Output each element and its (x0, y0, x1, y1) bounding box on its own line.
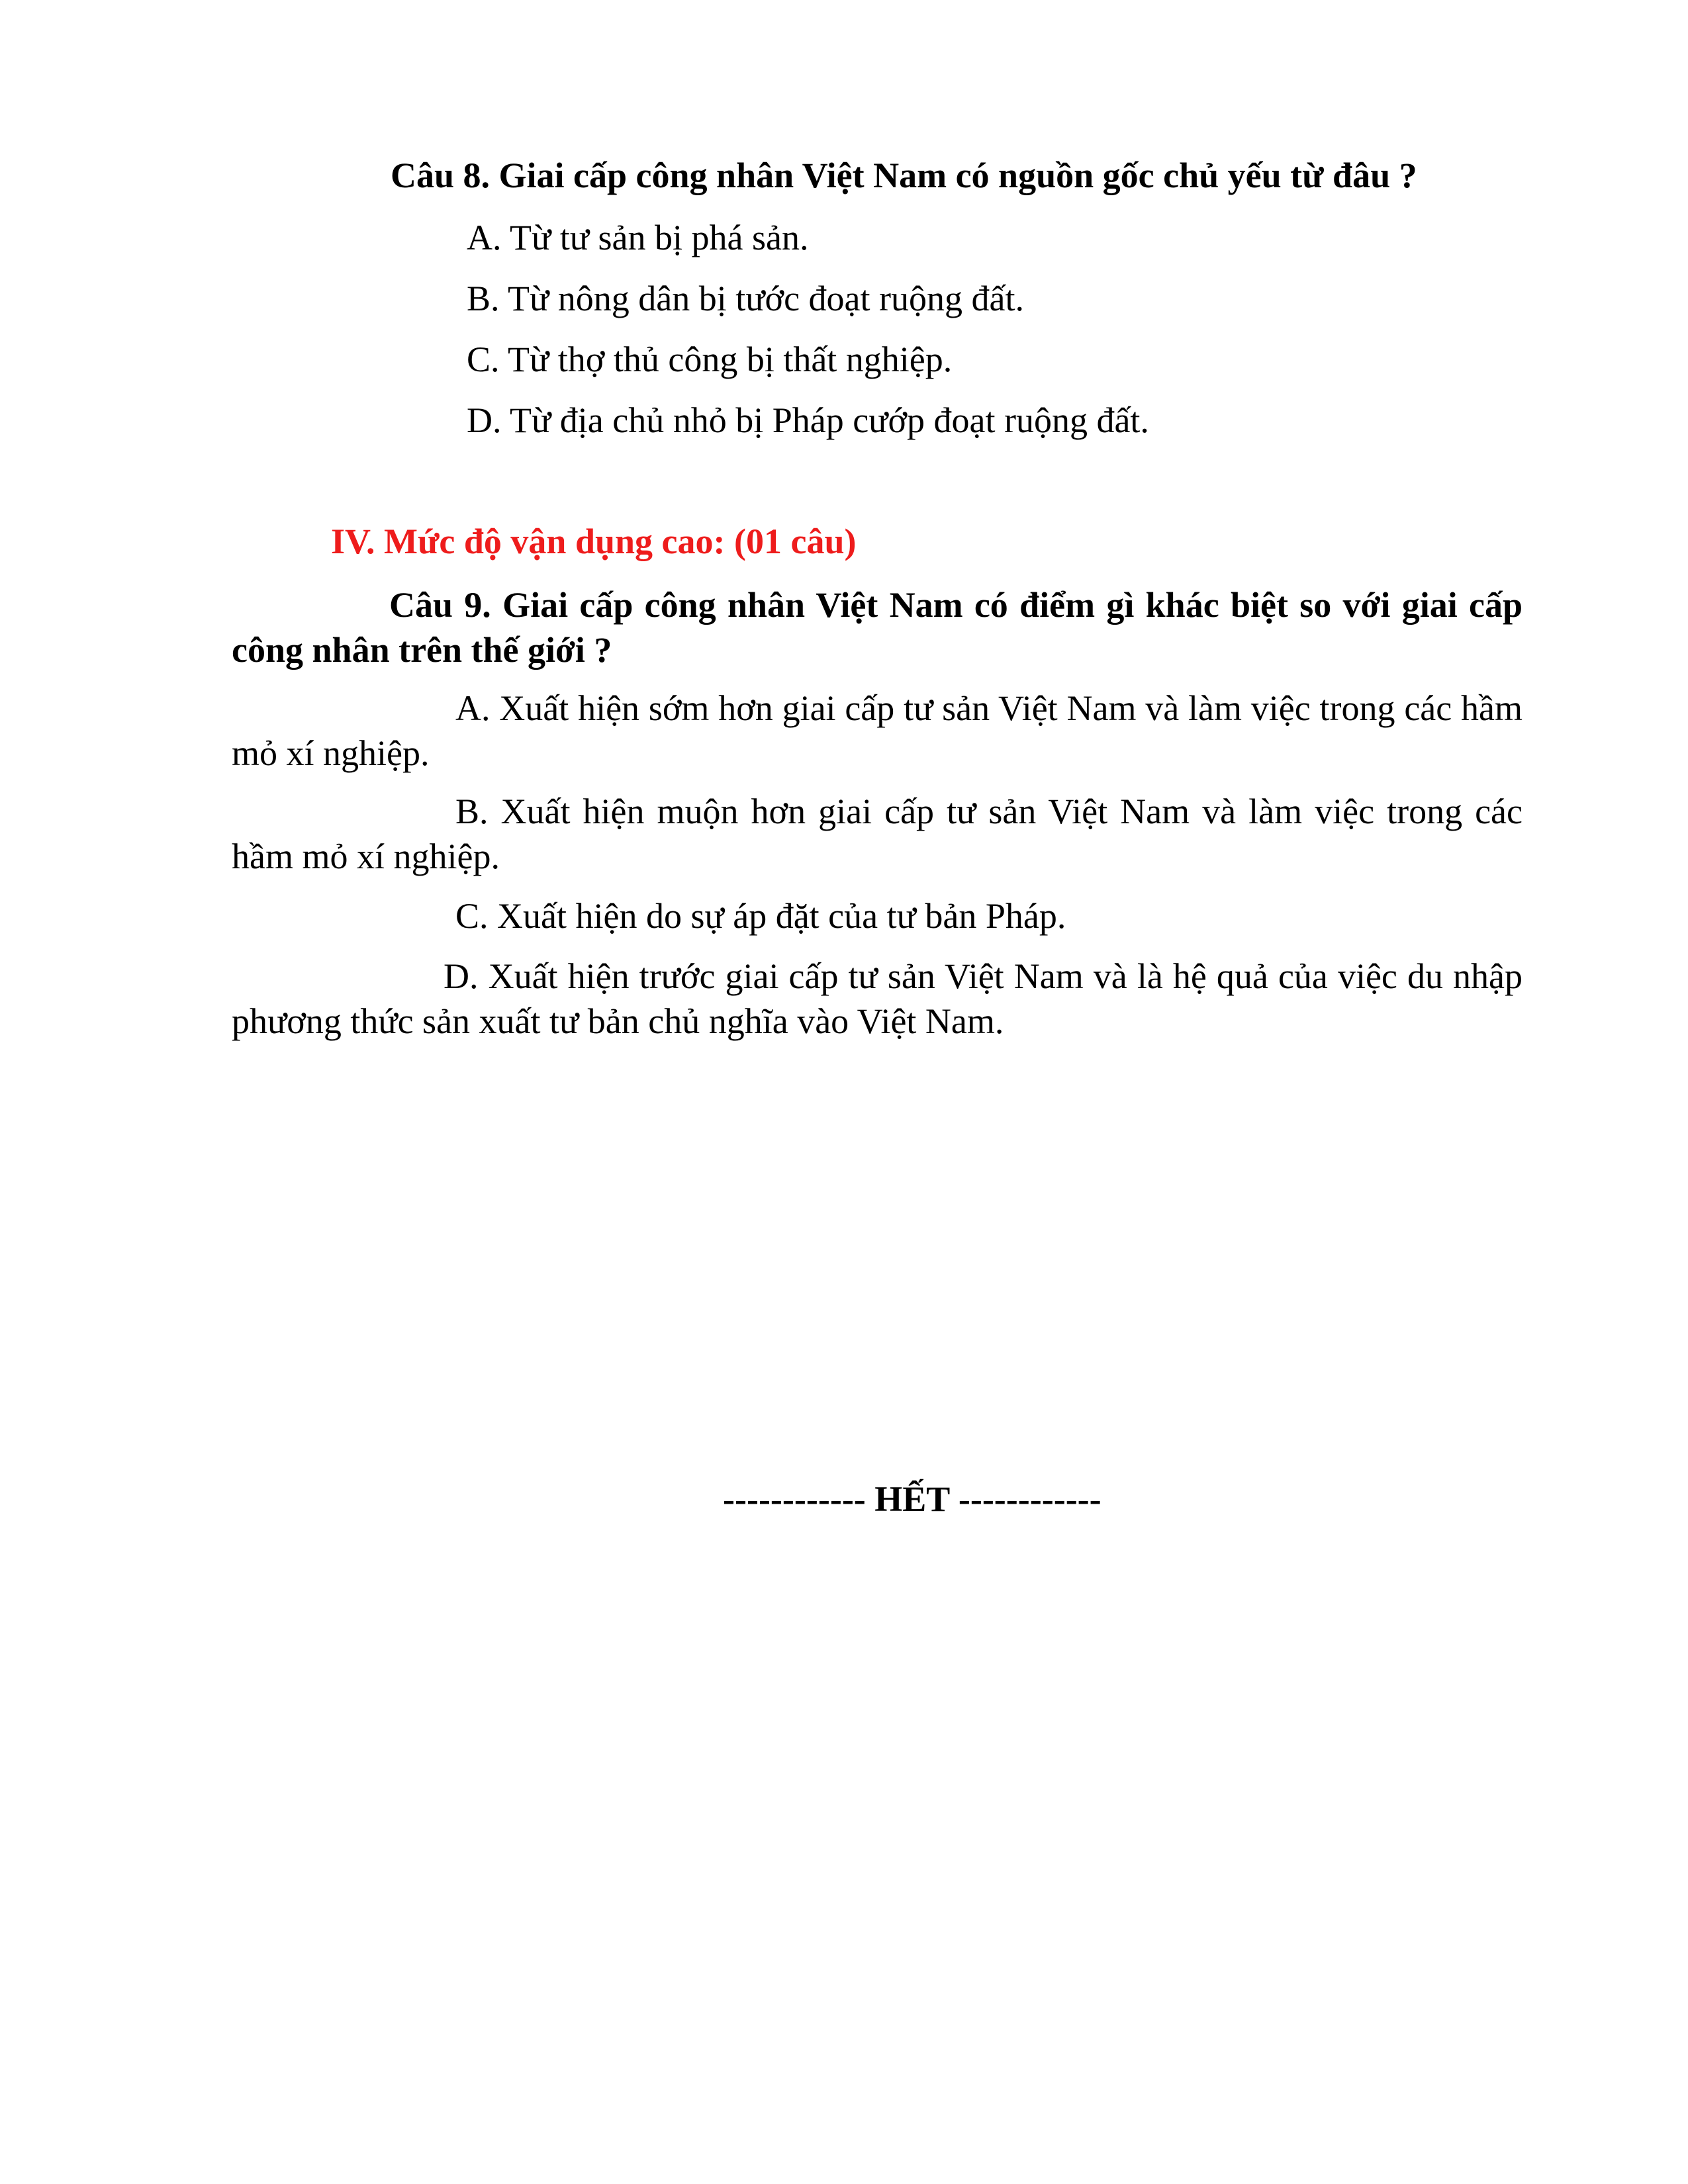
end-marker: ------------ HẾT ------------ (723, 1479, 1102, 1519)
question-8-option-a: A. Từ tư sản bị phá sản. (467, 218, 809, 257)
question-9-option-d: D. Xuất hiện trước giai cấp tư sản Việt Nam và là hệ quả của việc du nhập phương thức sản xuất tư bản chủ nghĩa vào Việt Nam. (232, 956, 1523, 1041)
question-9-option-a: A. Xuất hiện sớm hơn giai cấp tư sản Việt Nam và làm việc trong các hầm mỏ xí nghiệp. (232, 688, 1523, 773)
question-8-title: Câu 8. Giai cấp công nhân Việt Nam có nguồn gốc chủ yếu từ đâu ? (391, 156, 1417, 195)
question-9-option-c: C. Xuất hiện do sự áp đặt của tư bản Pháp. (455, 896, 1066, 936)
question-8-option-d: D. Từ địa chủ nhỏ bị Pháp cướp đoạt ruộng đất. (467, 400, 1149, 440)
question-9-option-b: B. Xuất hiện muộn hơn giai cấp tư sản Việt Nam và làm việc trong các hầm mỏ xí nghiệp. (232, 792, 1523, 876)
question-8-option-c: C. Từ thợ thủ công bị thất nghiệp. (467, 340, 953, 379)
section-heading: IV. Mức độ vận dụng cao: (01 câu) (331, 522, 857, 561)
question-8-option-b: B. Từ nông dân bị tước đoạt ruộng đất. (467, 279, 1024, 318)
question-9-title: Câu 9. Giai cấp công nhân Việt Nam có điểm gì khác biệt so với giai cấp công nhân trên thế giới ? (232, 585, 1523, 670)
